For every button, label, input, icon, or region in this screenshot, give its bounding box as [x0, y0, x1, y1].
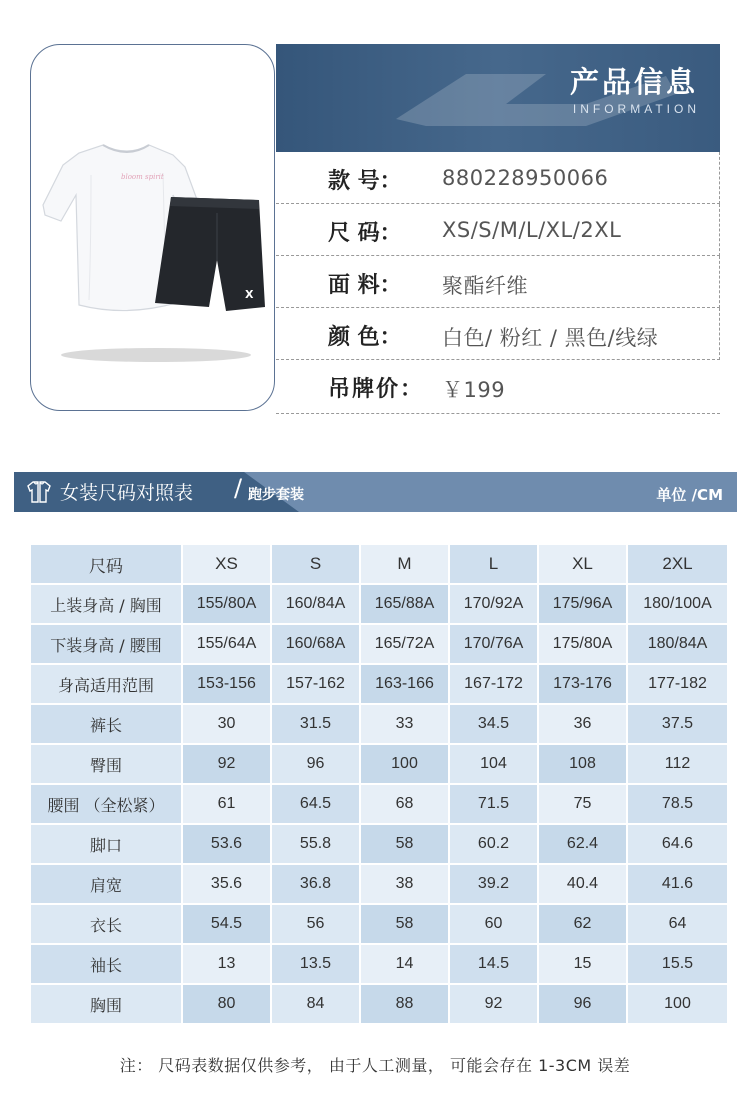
table-cell: 165/88A	[361, 585, 448, 623]
header-size-cell: M	[361, 545, 448, 583]
info-row-style	[276, 152, 720, 204]
info-row-size	[276, 204, 720, 256]
table-cell: 112	[628, 745, 727, 783]
table-cell: 62.4	[539, 825, 626, 863]
header-size-cell: XS	[183, 545, 270, 583]
row-label-cell: 身高适用范围	[31, 665, 181, 703]
style-label	[328, 164, 438, 195]
fabric-label	[328, 268, 438, 299]
table-cell: 153-156	[183, 665, 270, 703]
fabric-label-text: 面 料：	[328, 273, 402, 298]
table-row	[31, 745, 727, 783]
product-photo	[31, 45, 275, 411]
row-label-cell: 胸围	[31, 985, 181, 1023]
table-cell: 14	[361, 945, 448, 983]
table-cell: 155/64A	[183, 625, 270, 663]
unit-label: 单位 /CM	[656, 486, 723, 504]
table-cell: 180/84A	[628, 625, 727, 663]
table-cell: 39.2	[450, 865, 537, 903]
row-label-cell: 下装身高 / 腰围	[31, 625, 181, 663]
table-cell: 167-172	[450, 665, 537, 703]
table-cell: 157-162	[272, 665, 359, 703]
size-table	[29, 543, 729, 1025]
table-cell: 160/84A	[272, 585, 359, 623]
table-row	[31, 905, 727, 943]
size-label	[328, 216, 438, 247]
table-row	[31, 665, 727, 703]
table-cell: 58	[361, 825, 448, 863]
row-label-cell: 臀围	[31, 745, 181, 783]
table-cell: 78.5	[628, 785, 727, 823]
table-row	[31, 865, 727, 903]
table-row	[31, 785, 727, 823]
table-cell: 68	[361, 785, 448, 823]
table-cell: 100	[361, 745, 448, 783]
size-value: XS/S/M/L/XL/2XL	[442, 218, 622, 242]
row-label-cell: 脚口	[31, 825, 181, 863]
table-cell: 54.5	[183, 905, 270, 943]
shorts-image	[155, 197, 265, 311]
color-label-text: 颜 色：	[328, 325, 402, 350]
color-label	[328, 320, 438, 351]
price-label	[328, 372, 438, 403]
table-cell: 60.2	[450, 825, 537, 863]
table-cell: 75	[539, 785, 626, 823]
measurement-note: 注： 尺码表数据仅供参考， 由于人工测量， 可能会存在 1-3CM 误差	[119, 1056, 631, 1075]
table-cell: 71.5	[450, 785, 537, 823]
row-label-cell: 衣长	[31, 905, 181, 943]
color-value: 白色/ 粉红 / 黑色/线绿	[442, 326, 659, 350]
table-cell: 177-182	[628, 665, 727, 703]
table-cell: 100	[628, 985, 727, 1023]
table-cell: 38	[361, 865, 448, 903]
table-cell: 35.6	[183, 865, 270, 903]
table-cell: 175/80A	[539, 625, 626, 663]
info-title: 产品信息	[569, 65, 698, 99]
table-cell: 37.5	[628, 705, 727, 743]
table-cell: 173-176	[539, 665, 626, 703]
table-cell: 55.8	[272, 825, 359, 863]
table-cell: 64	[628, 905, 727, 943]
header-label-cell: 尺码	[31, 545, 181, 583]
table-cell: 180/100A	[628, 585, 727, 623]
table-cell: 88	[361, 985, 448, 1023]
fabric-value: 聚酯纤维	[442, 274, 528, 298]
table-cell: 40.4	[539, 865, 626, 903]
table-cell: 61	[183, 785, 270, 823]
row-label-cell: 肩宽	[31, 865, 181, 903]
table-row	[31, 625, 727, 663]
style-label-text: 款 号：	[328, 169, 402, 194]
table-header-row	[31, 545, 727, 583]
row-label-cell: 上装身高 / 胸围	[31, 585, 181, 623]
table-cell: 64.6	[628, 825, 727, 863]
table-cell: 15	[539, 945, 626, 983]
table-cell: 53.6	[183, 825, 270, 863]
table-cell: 13	[183, 945, 270, 983]
table-cell: 96	[539, 985, 626, 1023]
size-chart-subtitle: 跑步套装	[248, 487, 304, 503]
size-label-text: 尺 码：	[328, 221, 402, 246]
style-value: 880228950066	[442, 166, 609, 190]
table-cell: 80	[183, 985, 270, 1023]
table-cell: 60	[450, 905, 537, 943]
table-cell: 34.5	[450, 705, 537, 743]
table-cell: 170/92A	[450, 585, 537, 623]
table-cell: 92	[450, 985, 537, 1023]
table-cell: 58	[361, 905, 448, 943]
table-row	[31, 825, 727, 863]
row-label-cell: 腰围 （全松紧）	[31, 785, 181, 823]
table-cell: 165/72A	[361, 625, 448, 663]
table-cell: 84	[272, 985, 359, 1023]
table-cell: 163-166	[361, 665, 448, 703]
clothes-icon	[25, 478, 53, 506]
table-cell: 160/68A	[272, 625, 359, 663]
table-cell: 41.6	[628, 865, 727, 903]
table-cell: 108	[539, 745, 626, 783]
info-row-fabric	[276, 256, 720, 308]
table-cell: 30	[183, 705, 270, 743]
info-row-price	[276, 360, 720, 414]
banner-slash: /	[234, 474, 243, 502]
header-size-cell: XL	[539, 545, 626, 583]
table-cell: 14.5	[450, 945, 537, 983]
info-rows	[276, 152, 720, 414]
table-cell: 13.5	[272, 945, 359, 983]
table-cell: 175/96A	[539, 585, 626, 623]
info-header	[276, 44, 720, 152]
svg-text:X: X	[245, 288, 254, 301]
info-row-color	[276, 308, 720, 360]
size-table-body	[31, 545, 727, 1023]
table-cell: 155/80A	[183, 585, 270, 623]
table-cell: 62	[539, 905, 626, 943]
info-subtitle: INFORMATION	[572, 102, 700, 116]
table-row	[31, 585, 727, 623]
table-row	[31, 705, 727, 743]
table-cell: 36	[539, 705, 626, 743]
row-label-cell: 裤长	[31, 705, 181, 743]
table-cell: 36.8	[272, 865, 359, 903]
table-cell: 15.5	[628, 945, 727, 983]
table-cell: 56	[272, 905, 359, 943]
table-cell: 64.5	[272, 785, 359, 823]
price-value: ￥199	[442, 378, 506, 402]
size-chart-title: 女装尺码对照表	[60, 482, 194, 504]
header-size-cell: 2XL	[628, 545, 727, 583]
size-chart-banner	[14, 472, 737, 512]
product-image-card	[30, 44, 275, 411]
table-cell: 170/76A	[450, 625, 537, 663]
table-cell: 31.5	[272, 705, 359, 743]
svg-text:bloom spirit: bloom spirit	[121, 173, 164, 181]
table-cell: 96	[272, 745, 359, 783]
table-cell: 104	[450, 745, 537, 783]
price-label-text: 吊牌价：	[328, 377, 425, 402]
header-size-cell: L	[450, 545, 537, 583]
row-label-cell: 袖长	[31, 945, 181, 983]
table-row	[31, 985, 727, 1023]
table-cell: 92	[183, 745, 270, 783]
header-size-cell: S	[272, 545, 359, 583]
table-row	[31, 945, 727, 983]
table-cell: 33	[361, 705, 448, 743]
